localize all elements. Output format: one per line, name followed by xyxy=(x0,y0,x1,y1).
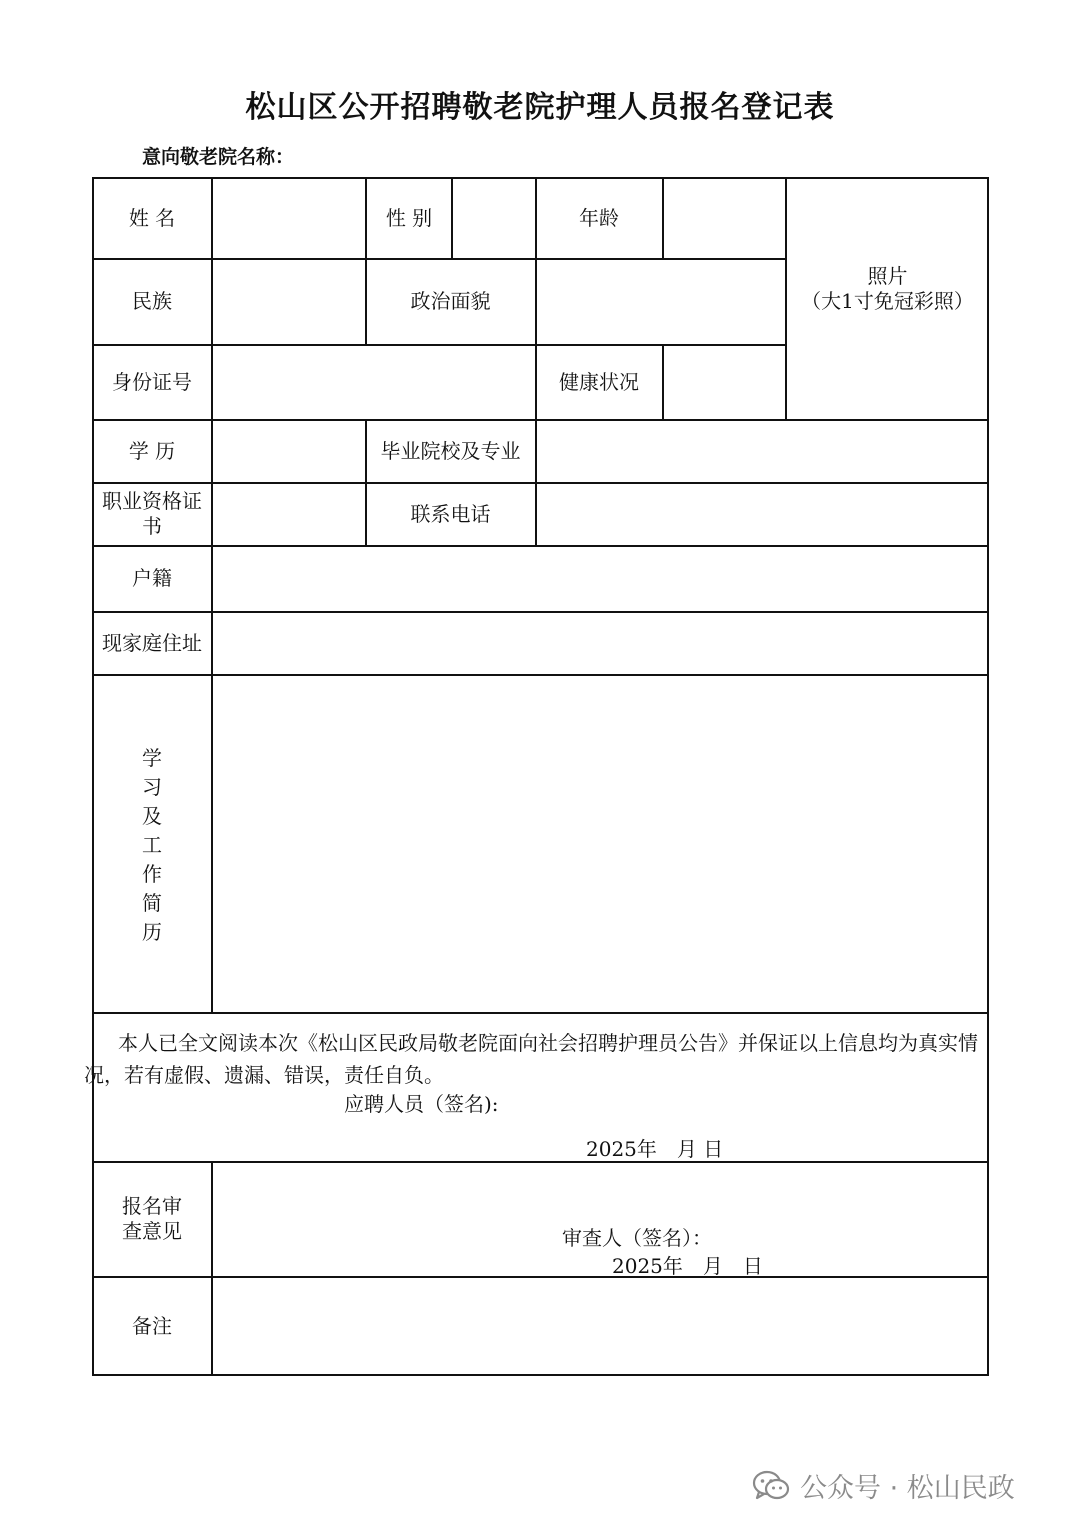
school-major-label: 毕业院校及专业 xyxy=(380,438,521,463)
health-label: 健康状况 xyxy=(559,369,639,394)
age-field[interactable] xyxy=(663,177,785,259)
phone-field[interactable] xyxy=(536,483,989,545)
row-line xyxy=(92,1161,989,1163)
id-number-field[interactable] xyxy=(212,345,535,419)
household-field[interactable] xyxy=(212,546,989,611)
watermark xyxy=(752,1466,1015,1505)
health-field[interactable] xyxy=(663,345,785,419)
education-label: 学 历 xyxy=(128,438,176,463)
address-label: 现家庭住址 xyxy=(102,630,202,655)
resume-char: 及 xyxy=(142,803,162,828)
review-label-line2: 查意见 xyxy=(122,1219,182,1243)
certificate-label-line2: 书 xyxy=(142,514,162,538)
review-label-line1: 报名审 xyxy=(122,1194,182,1218)
address-field[interactable] xyxy=(212,612,989,674)
ethnicity-field[interactable] xyxy=(212,259,365,344)
watermark-text: 公众号 · 松山民政 xyxy=(800,1473,1015,1504)
political-status-label: 政治面貌 xyxy=(410,289,491,313)
age-label: 年龄 xyxy=(579,205,619,230)
political-status-field[interactable] xyxy=(536,259,785,344)
resume-char: 历 xyxy=(142,919,162,944)
household-label: 户籍 xyxy=(132,566,172,590)
gender-label: 性 别 xyxy=(385,205,433,230)
certificate-field[interactable] xyxy=(212,483,365,545)
resume-char: 简 xyxy=(142,890,162,915)
declaration-text: 本人已全文阅读本次《松山区民政局敬老院面向社会招聘护理员公告》并保证以上信息均为真实情况，若有虚假、遗漏、错误，责任自负。 xyxy=(84,1031,978,1087)
photo-title: 照片 xyxy=(867,263,908,288)
resume-char: 学 xyxy=(142,745,162,770)
certificate-label-line1: 职业资格证 xyxy=(102,489,202,513)
review-date: 2025年 月 日 xyxy=(612,1254,763,1278)
certificate-label xyxy=(92,483,212,545)
applicant-signature[interactable]: 应聘人员（签名): xyxy=(344,1092,499,1116)
intended-home-label: 意向敬老院名称： xyxy=(142,146,295,168)
phone-label: 联系电话 xyxy=(410,501,491,526)
declaration-date: 2025年 月 日 xyxy=(586,1137,724,1161)
remarks-label: 备注 xyxy=(132,1314,172,1338)
education-field[interactable] xyxy=(212,420,365,482)
id-number-label: 身份证号 xyxy=(112,369,192,394)
resume-char: 习 xyxy=(142,774,162,799)
resume-field[interactable] xyxy=(212,675,989,1012)
gender-field[interactable] xyxy=(452,177,535,259)
page-title: 松山区公开招聘敬老院护理人员报名登记表 xyxy=(245,90,835,125)
name-label: 姓 名 xyxy=(128,205,176,230)
name-field[interactable] xyxy=(212,177,365,259)
photo-note: （大1寸免冠彩照） xyxy=(801,288,974,313)
photo-box[interactable] xyxy=(786,177,989,420)
resume-label xyxy=(92,700,212,990)
resume-char: 作 xyxy=(142,861,162,886)
ethnicity-label: 民族 xyxy=(132,289,172,313)
row-line xyxy=(92,1012,989,1014)
school-major-field[interactable] xyxy=(536,420,989,482)
wechat-icon xyxy=(752,1470,790,1502)
review-label xyxy=(92,1162,212,1276)
reviewer-signature[interactable]: 审查人（签名）： xyxy=(562,1226,712,1250)
resume-char: 工 xyxy=(142,832,162,857)
remarks-field[interactable] xyxy=(212,1277,989,1376)
